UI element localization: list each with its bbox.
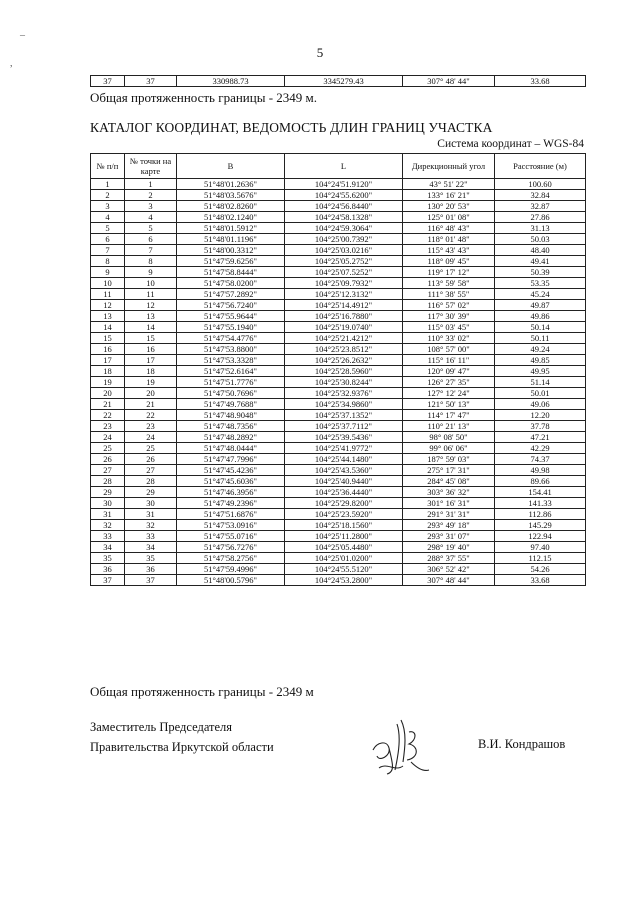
cell-num: 11 bbox=[91, 289, 125, 300]
cell-angle: 118° 09' 45" bbox=[403, 256, 495, 267]
cell-point: 24 bbox=[125, 432, 177, 443]
table-row bbox=[91, 542, 586, 553]
table-row bbox=[91, 509, 586, 520]
cell-angle: 307° 48' 44" bbox=[403, 575, 495, 586]
cell-distance: 89.66 bbox=[495, 476, 586, 487]
cell-distance: 37.78 bbox=[495, 421, 586, 432]
cell-point: 36 bbox=[125, 564, 177, 575]
total-length-bottom: Общая протяженность границы - 2349 м bbox=[90, 684, 314, 699]
cell-distance: 51.14 bbox=[495, 377, 586, 388]
cell-num: 32 bbox=[91, 520, 125, 531]
cell-angle: 288° 37' 55" bbox=[403, 553, 495, 564]
cell-b: 51°47'45.6036" bbox=[177, 476, 285, 487]
cell-distance: 97.40 bbox=[495, 542, 586, 553]
cell-point: 30 bbox=[125, 498, 177, 509]
cell-angle: 291° 31' 31" bbox=[403, 509, 495, 520]
cell-l: 104°25'18.1560" bbox=[285, 520, 403, 531]
cell-b: 51°47'55.0716" bbox=[177, 531, 285, 542]
cell-num: 16 bbox=[91, 344, 125, 355]
cell-distance: 112.86 bbox=[495, 509, 586, 520]
cell-angle: 126° 27' 35" bbox=[403, 377, 495, 388]
cell-l: 104°25'41.9772" bbox=[285, 443, 403, 454]
cell-angle: 298° 19' 40" bbox=[403, 542, 495, 553]
cell-angle: 127° 12' 24" bbox=[403, 388, 495, 399]
cell-num: 36 bbox=[91, 564, 125, 575]
cell-distance: 49.41 bbox=[495, 256, 586, 267]
table-row bbox=[91, 377, 586, 388]
header-num: № п/п bbox=[91, 154, 125, 179]
table-row bbox=[91, 223, 586, 234]
table-row bbox=[91, 476, 586, 487]
cell-point: 18 bbox=[125, 366, 177, 377]
cell-point: 20 bbox=[125, 388, 177, 399]
table-row bbox=[91, 212, 586, 223]
table-row bbox=[91, 366, 586, 377]
cell-l: 104°24'53.2800" bbox=[285, 575, 403, 586]
cell-distance: 31.13 bbox=[495, 223, 586, 234]
cell-angle: 117° 30' 39" bbox=[403, 311, 495, 322]
cell-distance: 53.35 bbox=[495, 278, 586, 289]
cell-distance: 49.98 bbox=[495, 465, 586, 476]
header-l: L bbox=[285, 154, 403, 179]
table-header-row bbox=[91, 154, 586, 179]
cell-b: 51°48'00.3312" bbox=[177, 245, 285, 256]
cell-y: 3345279.43 bbox=[285, 76, 403, 87]
cell-num: 35 bbox=[91, 553, 125, 564]
cell-distance: 141.33 bbox=[495, 498, 586, 509]
cell-point: 32 bbox=[125, 520, 177, 531]
cell-num: 26 bbox=[91, 454, 125, 465]
handwritten-signature bbox=[365, 712, 435, 782]
cell-num: 34 bbox=[91, 542, 125, 553]
cell-num: 2 bbox=[91, 190, 125, 201]
cell-l: 104°25'12.3132" bbox=[285, 289, 403, 300]
cell-b: 51°48'02.8260" bbox=[177, 201, 285, 212]
cell-point: 23 bbox=[125, 421, 177, 432]
cell-l: 104°25'11.2800" bbox=[285, 531, 403, 542]
cell-angle: 275° 17' 31" bbox=[403, 465, 495, 476]
cell-num: 7 bbox=[91, 245, 125, 256]
cell-point: 37 bbox=[125, 575, 177, 586]
table-row bbox=[91, 278, 586, 289]
table-row bbox=[91, 498, 586, 509]
cell-b: 51°47'55.9644" bbox=[177, 311, 285, 322]
table-row bbox=[91, 311, 586, 322]
header-angle: Дирекционный угол bbox=[403, 154, 495, 179]
cell-l: 104°25'05.4480" bbox=[285, 542, 403, 553]
cell-point: 25 bbox=[125, 443, 177, 454]
cell-point: 16 bbox=[125, 344, 177, 355]
cell-l: 104°24'55.5120" bbox=[285, 564, 403, 575]
cell-distance: 54.26 bbox=[495, 564, 586, 575]
cell-point: 9 bbox=[125, 267, 177, 278]
table-row bbox=[91, 289, 586, 300]
cell-angle: 114° 17' 47" bbox=[403, 410, 495, 421]
table-row bbox=[91, 399, 586, 410]
header-point: № точки на карте bbox=[125, 154, 177, 179]
cell-l: 104°24'56.8440" bbox=[285, 201, 403, 212]
cell-num: 15 bbox=[91, 333, 125, 344]
cell-point: 11 bbox=[125, 289, 177, 300]
cell-num: 20 bbox=[91, 388, 125, 399]
cell-num: 37 bbox=[91, 76, 125, 87]
cell-b: 51°48'02.1240" bbox=[177, 212, 285, 223]
cell-distance: 74.37 bbox=[495, 454, 586, 465]
cell-num: 17 bbox=[91, 355, 125, 366]
catalog-title: КАТАЛОГ КООРДИНАТ, ВЕДОМОСТЬ ДЛИН ГРАНИЦ УЧАСТКА bbox=[90, 120, 493, 135]
cell-point: 27 bbox=[125, 465, 177, 476]
cell-b: 51°47'48.7356" bbox=[177, 421, 285, 432]
cell-distance: 49.87 bbox=[495, 300, 586, 311]
cell-distance: 27.86 bbox=[495, 212, 586, 223]
cell-b: 51°47'49.2396" bbox=[177, 498, 285, 509]
cell-angle: 284° 45' 08" bbox=[403, 476, 495, 487]
cell-l: 104°25'19.0740" bbox=[285, 322, 403, 333]
cell-num: 22 bbox=[91, 410, 125, 421]
cell-angle: 99° 06' 06" bbox=[403, 443, 495, 454]
cell-b: 51°47'48.2892" bbox=[177, 432, 285, 443]
table-row bbox=[91, 465, 586, 476]
table-row bbox=[91, 432, 586, 443]
table-row bbox=[91, 388, 586, 399]
cell-num: 21 bbox=[91, 399, 125, 410]
cell-b: 51°47'51.6876" bbox=[177, 509, 285, 520]
table-row bbox=[91, 333, 586, 344]
cell-l: 104°25'29.8200" bbox=[285, 498, 403, 509]
cell-distance: 145.29 bbox=[495, 520, 586, 531]
cell-angle: 119° 17' 12" bbox=[403, 267, 495, 278]
cell-num: 31 bbox=[91, 509, 125, 520]
table-row bbox=[91, 76, 586, 87]
cell-angle: 120° 09' 47" bbox=[403, 366, 495, 377]
cell-l: 104°25'03.0216" bbox=[285, 245, 403, 256]
cell-distance: 12.20 bbox=[495, 410, 586, 421]
cell-point: 17 bbox=[125, 355, 177, 366]
cell-angle: 118° 01' 48" bbox=[403, 234, 495, 245]
cell-angle: 293° 31' 07" bbox=[403, 531, 495, 542]
table-row bbox=[91, 322, 586, 333]
cell-b: 51°47'50.7696" bbox=[177, 388, 285, 399]
cell-distance: 50.39 bbox=[495, 267, 586, 278]
cell-l: 104°25'36.4440" bbox=[285, 487, 403, 498]
cell-b: 51°47'54.4776" bbox=[177, 333, 285, 344]
cell-distance: 154.41 bbox=[495, 487, 586, 498]
position-line-1: Заместитель Председателя bbox=[90, 720, 233, 734]
cell-point: 13 bbox=[125, 311, 177, 322]
table-row bbox=[91, 179, 586, 190]
cell-angle: 306° 52' 42" bbox=[403, 564, 495, 575]
cell-distance: 50.14 bbox=[495, 322, 586, 333]
cell-angle: 130° 20' 53" bbox=[403, 201, 495, 212]
cell-l: 104°24'59.3064" bbox=[285, 223, 403, 234]
cell-distance: 49.24 bbox=[495, 344, 586, 355]
cell-point: 34 bbox=[125, 542, 177, 553]
cell-distance: 122.94 bbox=[495, 531, 586, 542]
coordinates-table bbox=[90, 153, 586, 586]
cell-l: 104°25'26.2632" bbox=[285, 355, 403, 366]
table-row bbox=[91, 575, 586, 586]
cell-b: 51°47'48.9048" bbox=[177, 410, 285, 421]
cell-angle: 133° 16' 21" bbox=[403, 190, 495, 201]
cell-angle: 303° 36' 32" bbox=[403, 487, 495, 498]
table-body bbox=[91, 179, 586, 586]
cell-num: 3 bbox=[91, 201, 125, 212]
cell-num: 37 bbox=[91, 575, 125, 586]
cell-num: 28 bbox=[91, 476, 125, 487]
cell-point: 4 bbox=[125, 212, 177, 223]
cell-b: 51°47'53.8800" bbox=[177, 344, 285, 355]
cell-l: 104°25'23.8512" bbox=[285, 344, 403, 355]
cell-angle: 111° 38' 55" bbox=[403, 289, 495, 300]
cell-b: 51°47'56.7276" bbox=[177, 542, 285, 553]
cell-l: 104°25'01.0200" bbox=[285, 553, 403, 564]
cell-distance: 33.68 bbox=[495, 76, 586, 87]
cell-num: 18 bbox=[91, 366, 125, 377]
table-row bbox=[91, 531, 586, 542]
cell-b: 51°48'01.1196" bbox=[177, 234, 285, 245]
cell-b: 51°48'00.5796" bbox=[177, 575, 285, 586]
cell-num: 24 bbox=[91, 432, 125, 443]
cell-l: 104°25'07.5252" bbox=[285, 267, 403, 278]
cell-l: 104°25'21.4212" bbox=[285, 333, 403, 344]
header-distance: Расстояние (м) bbox=[495, 154, 586, 179]
cell-point: 31 bbox=[125, 509, 177, 520]
cell-distance: 42.29 bbox=[495, 443, 586, 454]
cell-angle: 307° 48' 44" bbox=[403, 76, 495, 87]
cell-angle: 293° 49' 18" bbox=[403, 520, 495, 531]
cell-point: 7 bbox=[125, 245, 177, 256]
cell-b: 51°48'01.5912" bbox=[177, 223, 285, 234]
cell-angle: 110° 21' 13" bbox=[403, 421, 495, 432]
signatory-name: В.И. Кондрашов bbox=[478, 737, 566, 751]
cell-point: 28 bbox=[125, 476, 177, 487]
cell-x: 330988.73 bbox=[177, 76, 285, 87]
cell-point: 8 bbox=[125, 256, 177, 267]
cell-num: 12 bbox=[91, 300, 125, 311]
cell-num: 14 bbox=[91, 322, 125, 333]
cell-l: 104°25'05.2752" bbox=[285, 256, 403, 267]
cell-l: 104°25'40.9440" bbox=[285, 476, 403, 487]
cell-b: 51°47'53.3328" bbox=[177, 355, 285, 366]
cell-distance: 49.06 bbox=[495, 399, 586, 410]
cell-point: 10 bbox=[125, 278, 177, 289]
cell-l: 104°24'51.9120" bbox=[285, 179, 403, 190]
cell-l: 104°25'37.1352" bbox=[285, 410, 403, 421]
table-row bbox=[91, 443, 586, 454]
table-row bbox=[91, 190, 586, 201]
cell-b: 51°47'53.0916" bbox=[177, 520, 285, 531]
cell-angle: 98° 08' 50" bbox=[403, 432, 495, 443]
cell-angle: 116° 48' 43" bbox=[403, 223, 495, 234]
cell-distance: 49.95 bbox=[495, 366, 586, 377]
cell-l: 104°24'55.6200" bbox=[285, 190, 403, 201]
cell-distance: 33.68 bbox=[495, 575, 586, 586]
cell-b: 51°47'59.6256" bbox=[177, 256, 285, 267]
cell-b: 51°47'48.0444" bbox=[177, 443, 285, 454]
cell-num: 9 bbox=[91, 267, 125, 278]
cell-num: 6 bbox=[91, 234, 125, 245]
cell-l: 104°25'00.7392" bbox=[285, 234, 403, 245]
coordinate-system: Система координат – WGS-84 bbox=[437, 138, 584, 150]
table-row bbox=[91, 454, 586, 465]
table-row bbox=[91, 355, 586, 366]
cell-b: 51°47'51.7776" bbox=[177, 377, 285, 388]
cell-b: 51°47'58.0200" bbox=[177, 278, 285, 289]
cell-num: 30 bbox=[91, 498, 125, 509]
table-row bbox=[91, 410, 586, 421]
cell-distance: 32.87 bbox=[495, 201, 586, 212]
cell-distance: 45.24 bbox=[495, 289, 586, 300]
cell-angle: 301° 16' 31" bbox=[403, 498, 495, 509]
cell-angle: 115° 03' 45" bbox=[403, 322, 495, 333]
table-row bbox=[91, 256, 586, 267]
cell-b: 51°48'01.2636" bbox=[177, 179, 285, 190]
cell-distance: 50.03 bbox=[495, 234, 586, 245]
cell-l: 104°25'37.7112" bbox=[285, 421, 403, 432]
cell-point: 14 bbox=[125, 322, 177, 333]
margin-mark-left: , bbox=[10, 58, 13, 69]
cell-angle: 115° 16' 11" bbox=[403, 355, 495, 366]
cell-distance: 47.21 bbox=[495, 432, 586, 443]
cell-b: 51°47'49.7688" bbox=[177, 399, 285, 410]
cell-distance: 49.86 bbox=[495, 311, 586, 322]
cell-b: 51°47'55.1940" bbox=[177, 322, 285, 333]
cell-num: 25 bbox=[91, 443, 125, 454]
cell-num: 1 bbox=[91, 179, 125, 190]
cell-point: 22 bbox=[125, 410, 177, 421]
cell-point: 19 bbox=[125, 377, 177, 388]
cell-l: 104°25'23.5920" bbox=[285, 509, 403, 520]
cell-distance: 49.85 bbox=[495, 355, 586, 366]
cell-b: 51°47'58.2756" bbox=[177, 553, 285, 564]
cell-l: 104°25'14.4912" bbox=[285, 300, 403, 311]
cell-point: 15 bbox=[125, 333, 177, 344]
cell-l: 104°25'30.8244" bbox=[285, 377, 403, 388]
cell-angle: 108° 57' 00" bbox=[403, 344, 495, 355]
cell-num: 8 bbox=[91, 256, 125, 267]
table-row bbox=[91, 201, 586, 212]
table-row bbox=[91, 267, 586, 278]
cell-b: 51°47'56.7240" bbox=[177, 300, 285, 311]
cell-num: 5 bbox=[91, 223, 125, 234]
cell-l: 104°25'34.9860" bbox=[285, 399, 403, 410]
cell-point: 35 bbox=[125, 553, 177, 564]
cell-distance: 50.01 bbox=[495, 388, 586, 399]
cell-l: 104°25'32.9376" bbox=[285, 388, 403, 399]
cell-angle: 113° 59' 58" bbox=[403, 278, 495, 289]
cell-distance: 100.60 bbox=[495, 179, 586, 190]
continuation-table bbox=[90, 75, 586, 87]
cell-l: 104°25'16.7880" bbox=[285, 311, 403, 322]
cell-b: 51°47'52.6164" bbox=[177, 366, 285, 377]
cell-point: 33 bbox=[125, 531, 177, 542]
cell-point: 12 bbox=[125, 300, 177, 311]
cell-angle: 115° 43' 43" bbox=[403, 245, 495, 256]
page-number: 5 bbox=[316, 45, 324, 60]
cell-num: 13 bbox=[91, 311, 125, 322]
cell-num: 19 bbox=[91, 377, 125, 388]
cell-b: 51°47'45.4236" bbox=[177, 465, 285, 476]
margin-mark-top: – bbox=[20, 30, 25, 41]
table-row bbox=[91, 421, 586, 432]
table-row bbox=[91, 487, 586, 498]
cell-l: 104°25'43.5360" bbox=[285, 465, 403, 476]
cell-angle: 187° 59' 03" bbox=[403, 454, 495, 465]
cell-num: 33 bbox=[91, 531, 125, 542]
signatory-position bbox=[90, 717, 274, 757]
table-row bbox=[91, 300, 586, 311]
position-line-2: Правительства Иркутской области bbox=[90, 740, 274, 754]
cell-distance: 48.40 bbox=[495, 245, 586, 256]
cell-num: 10 bbox=[91, 278, 125, 289]
cell-angle: 43° 51' 22" bbox=[403, 179, 495, 190]
cell-b: 51°48'03.5676" bbox=[177, 190, 285, 201]
header-b: B bbox=[177, 154, 285, 179]
cell-point: 2 bbox=[125, 190, 177, 201]
cell-b: 51°47'46.3956" bbox=[177, 487, 285, 498]
cell-l: 104°25'39.5436" bbox=[285, 432, 403, 443]
cell-b: 51°47'59.4996" bbox=[177, 564, 285, 575]
cell-point: 6 bbox=[125, 234, 177, 245]
cell-l: 104°25'09.7932" bbox=[285, 278, 403, 289]
cell-b: 51°47'57.2892" bbox=[177, 289, 285, 300]
table-row bbox=[91, 520, 586, 531]
table-row bbox=[91, 245, 586, 256]
table-row bbox=[91, 564, 586, 575]
cell-point: 37 bbox=[125, 76, 177, 87]
table-row bbox=[91, 234, 586, 245]
cell-point: 1 bbox=[125, 179, 177, 190]
cell-angle: 121° 50' 13" bbox=[403, 399, 495, 410]
cell-distance: 112.15 bbox=[495, 553, 586, 564]
cell-num: 29 bbox=[91, 487, 125, 498]
cell-point: 26 bbox=[125, 454, 177, 465]
cell-l: 104°25'44.1480" bbox=[285, 454, 403, 465]
cell-num: 27 bbox=[91, 465, 125, 476]
total-length-top: Общая протяженность границы - 2349 м. bbox=[90, 90, 317, 105]
cell-num: 23 bbox=[91, 421, 125, 432]
cell-point: 5 bbox=[125, 223, 177, 234]
cell-angle: 116° 57' 02" bbox=[403, 300, 495, 311]
cell-b: 51°47'58.8444" bbox=[177, 267, 285, 278]
cell-point: 3 bbox=[125, 201, 177, 212]
cell-point: 21 bbox=[125, 399, 177, 410]
cell-b: 51°47'47.7996" bbox=[177, 454, 285, 465]
cell-distance: 32.84 bbox=[495, 190, 586, 201]
cell-num: 4 bbox=[91, 212, 125, 223]
cell-l: 104°25'28.5960" bbox=[285, 366, 403, 377]
cell-angle: 110° 33' 02" bbox=[403, 333, 495, 344]
table-row bbox=[91, 553, 586, 564]
table-row bbox=[91, 344, 586, 355]
cell-distance: 50.11 bbox=[495, 333, 586, 344]
cell-angle: 125° 01' 08" bbox=[403, 212, 495, 223]
cell-point: 29 bbox=[125, 487, 177, 498]
cell-l: 104°24'58.1328" bbox=[285, 212, 403, 223]
